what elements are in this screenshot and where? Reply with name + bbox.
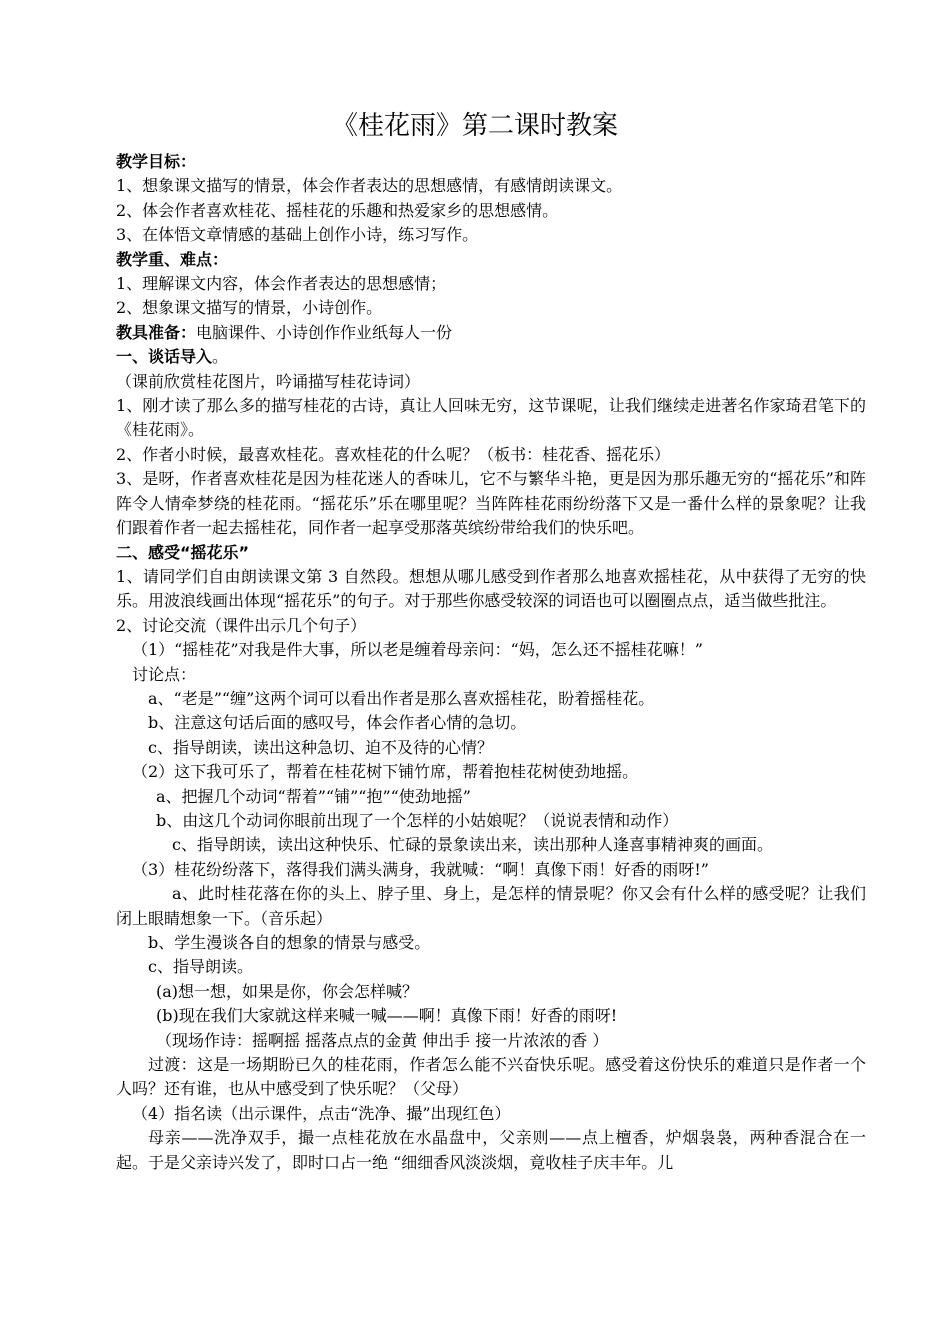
- keypoint-item: 1、理解课文内容，体会作者表达的思想感情；: [116, 274, 447, 294]
- goal-item: 2、体会作者喜欢桂花、摇桂花的乐趣和热爱家乡的思想感情。: [116, 200, 559, 220]
- paragraph: （4）指名读（出示课件，点击“洗净、撮”出现红色）: [132, 1103, 511, 1123]
- paragraph: 讨论点：: [132, 664, 197, 684]
- materials-text: 电脑课件、小诗创作作业纸每人一份: [196, 322, 453, 342]
- page-title: 《桂花雨》第二课时教案: [331, 111, 618, 141]
- paragraph: 3、是呀，作者喜欢桂花是因为桂花迷人的香味儿，它不与繁华斗艳，更是因为那乐趣无穷的“摇花乐”和阵阵令人情牵梦绕的桂花雨。“摇花乐”乐在哪里呢？当阵阵桂花雨纷纷落下又是一番什么样的景象呢？让我们跟着作者一起去摇桂花，同作者一起享受那落英缤纷带给我们的快乐吧。: [116, 469, 866, 538]
- keypoint-item: 2、想象课文描写的情景，小诗创作。: [116, 298, 383, 318]
- paragraph: 母亲——洗净双手，撮一点桂花放在水晶盘中，父亲则——点上檀香，炉烟袅袅，两种香混合在一起。于是父亲诗兴发了，即时口占一绝 “细细香风淡淡烟，竟收桂子庆丰年。儿: [116, 1128, 866, 1172]
- section2-heading: 二、感受“摇花乐”: [116, 542, 250, 562]
- section1-heading-tail: 。: [212, 347, 229, 367]
- section1-heading: [116, 345, 866, 369]
- goal-item: 1、想象课文描写的情景，体会作者表达的思想感情，有感情朗读课文。: [116, 176, 623, 196]
- paragraph: c、指导朗读。: [148, 957, 253, 977]
- goal-item: 3、在体悟文章情感的基础上创作小诗，练习写作。: [116, 225, 479, 245]
- paragraph: (b)现在我们大家就这样来喊一喊——啊！真像下雨！好香的雨呀!: [156, 1006, 618, 1026]
- keypoints-heading: 教学重、难点：: [116, 249, 229, 269]
- paragraph: b、注意这句话后面的感叹号，体会作者心情的急切。: [148, 713, 527, 733]
- paragraph: 2、讨论交流（课件出示几个句子）: [116, 615, 367, 635]
- paragraph: c、指导朗读，读出这种急切、迫不及待的心情？: [148, 737, 493, 757]
- materials-label: 教具准备：: [116, 322, 197, 342]
- paragraph: c、指导朗读，读出这种快乐、忙碌的景象读出来，读出那种人逢喜事精神爽的画面。: [172, 835, 773, 855]
- paragraph: a、把握几个动词“帮着”“铺”“抱”“使劲地摇”: [156, 786, 471, 806]
- paragraph: 1、刚才读了那么多的描写桂花的古诗，真让人回味无穷，这节课呢，让我们继续走进著名作家琦君笔下的《桂花雨》。: [116, 396, 866, 440]
- paragraph: （3）桂花纷纷落下，落得我们满头满身，我就喊：“啊！真像下雨！好香的雨呀!”: [132, 859, 709, 879]
- paragraph: （现场作诗：摇啊摇 摇落点点的金黄 伸出手 接一片浓浓的香 ）: [156, 1030, 609, 1050]
- document-body: [116, 150, 866, 1175]
- materials-line: [116, 321, 866, 345]
- section1-heading-text: 一、谈话导入: [116, 347, 213, 367]
- paragraph: a、此时桂花落在你的头上、脖子里、身上，是怎样的情景呢？你又会有什么样的感受呢？让我们闭上眼睛想象一下。（音乐起）: [116, 884, 866, 928]
- paragraph: 过渡：这是一场期盼已久的桂花雨，作者怎么能不兴奋快乐呢。感受着这份快乐的难道只是作者一个人吗？还有谁，也从中感受到了快乐呢？（父母）: [116, 1055, 866, 1099]
- paragraph: （1）“摇桂花”对我是件大事，所以老是缠着母亲问：“妈，怎么还不摇桂花嘛！”: [132, 640, 703, 660]
- goals-heading: 教学目标：: [116, 152, 197, 171]
- paragraph: b、由这几个动词你眼前出现了一个怎样的小姑娘呢？（说说表情和动作）: [156, 810, 679, 830]
- paragraph: （2）这下我可乐了，帮着在桂花树下铺竹席，帮着抱桂花树使劲地摇。: [132, 762, 639, 782]
- paragraph: (a)想一想，如果是你，你会怎样喊？: [156, 981, 419, 1001]
- paragraph: b、学生漫谈各自的想象的情景与感受。: [148, 933, 431, 952]
- paragraph: （课前欣赏桂花图片，吟诵描写桂花诗词）: [116, 371, 421, 391]
- paragraph: 2、作者小时候，最喜欢桂花。喜欢桂花的什么呢？（板书：桂花香、摇花乐）: [116, 444, 671, 464]
- paragraph: a、“老是”“缠”这两个词可以看出作者是那么喜欢摇桂花，盼着摇桂花。: [148, 688, 655, 708]
- paragraph: 1、请同学们自由朗读课文第 3 自然段。想想从哪儿感受到作者那么地喜欢摇桂花，从中获得了无穷的快乐。用波浪线画出体现“摇花乐”的句子。对于那些你感受较深的词语也可以圈圈点点，适当做些批注。: [116, 566, 866, 611]
